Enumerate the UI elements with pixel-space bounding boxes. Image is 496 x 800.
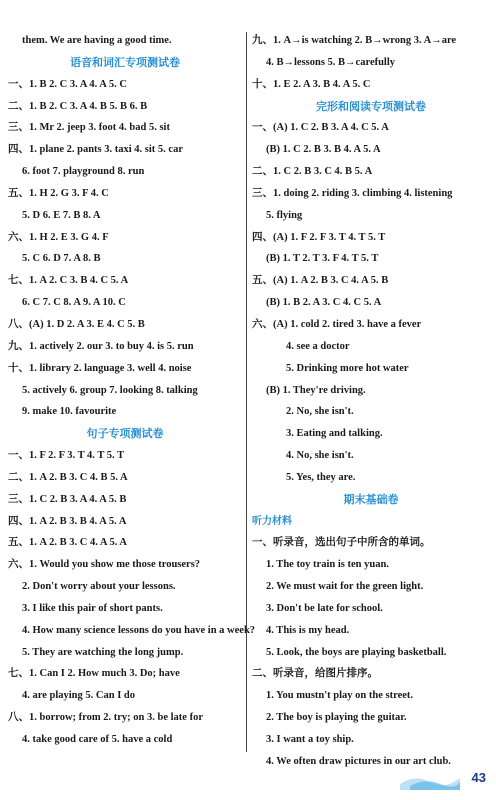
section-label: 听力材料 (252, 515, 292, 527)
right-column (252, 30, 490, 773)
answer-line: 三、1. Mr 2. jeep 3. foot 4. bad 5. sit (8, 122, 170, 134)
answer-line: 五、1. A 2. B 3. C 4. A 5. A (8, 537, 128, 549)
answer-line: 一、1. B 2. C 3. A 4. A 5. C (8, 78, 128, 90)
answer-line: 9. make 10. favourite (22, 406, 117, 418)
answer-line: them. We are having a good time. (22, 35, 172, 46)
answer-line: (B) 1. C 2. B 3. B 4. A 5. A (266, 144, 381, 156)
answer-line: 5. Drinking more hot water (286, 362, 409, 374)
answer-line: 5. C 6. D 7. A 8. B (22, 253, 101, 265)
answer-line: 2. We must wait for the green light. (266, 581, 424, 593)
answer-line: 二、1. A 2. B 3. C 4. B 5. A (8, 471, 128, 483)
section-heading: 完形和阅读专项测试卷 (316, 99, 426, 113)
answer-line: 6. C 7. C 8. A 9. A 10. C (22, 297, 126, 309)
answer-line: 5. flying (266, 209, 303, 221)
answer-line: 5. actively 6. group 7. looking 8. talking (22, 384, 198, 396)
answer-line: 一、1. F 2. F 3. T 4. T 5. T (8, 450, 125, 462)
answer-line: 六、(A) 1. cold 2. tired 3. have a fever (252, 318, 422, 330)
wave-decoration (400, 768, 460, 790)
answer-line: 6. foot 7. playground 8. run (22, 166, 145, 178)
answer-line: 七、1. Can I 2. How much 3. Do; have (8, 668, 180, 680)
answer-line: 十、1. E 2. A 3. B 4. A 5. C (252, 78, 371, 90)
answer-line: (B) 1. B 2. A 3. C 4. C 5. A (266, 297, 382, 309)
answer-line: 六、1. Would you show me those trousers? (8, 559, 201, 571)
answer-line: 三、1. C 2. B 3. A 4. A 5. B (8, 493, 127, 505)
answer-line: 九、1. actively 2. our 3. to buy 4. is 5. run (8, 340, 194, 352)
answer-line: 5. D 6. E 7. B 8. A (22, 209, 101, 221)
answer-line: 4. take good care of 5. have a cold (22, 734, 173, 745)
left-column (8, 30, 256, 751)
answer-line: 二、1. B 2. C 3. A 4. B 5. B 6. B (8, 100, 148, 112)
answer-line: 五、1. H 2. G 3. F 4. C (8, 187, 109, 199)
answer-line: 二、1. C 2. B 3. C 4. B 5. A (252, 166, 373, 178)
answer-line: 3. Eating and talking. (286, 428, 383, 440)
answer-line: 四、1. A 2. B 3. B 4. A 5. A (8, 515, 127, 527)
section-heading: 期末基础卷 (343, 492, 399, 506)
answer-line: 2. No, she isn't. (286, 406, 354, 418)
answer-line: 2. The boy is playing the guitar. (266, 712, 407, 724)
answer-line: 4. How many science lessons do you have in a week? (22, 624, 256, 636)
answer-line: 十、1. library 2. language 3. well 4. noise (8, 362, 192, 374)
answer-line: 二、听录音，给图片排序。 (252, 668, 378, 680)
answer-line: 4. are playing 5. Can I do (22, 690, 135, 702)
answer-line: 5. Look, the boys are playing basketball. (266, 646, 447, 658)
answer-line: (B) 1. They're driving. (266, 384, 366, 396)
answer-line: 4. B→lessons 5. B→carefully (266, 56, 396, 68)
column-divider (246, 32, 247, 752)
answer-line: (B) 1. T 2. T 3. F 4. T 5. T (266, 253, 379, 265)
answer-line: 3. I like this pair of short pants. (22, 602, 163, 614)
answer-line: 八、1. borrow; from 2. try; on 3. be late for (8, 712, 203, 724)
answer-line: 1. The toy train is ten yuan. (266, 559, 389, 571)
answer-line: 九、1. A→is watching 2. B→wrong 3. A→are (252, 35, 457, 46)
answer-line: 七、1. A 2. C 3. B 4. C 5. A (8, 275, 129, 287)
answer-line: 5. Yes, they are. (286, 471, 356, 483)
answer-line: 一、听录音，选出句子中所含的单词。 (252, 537, 431, 549)
answer-line: 4. No, she isn't. (286, 450, 354, 462)
answer-line: 一、(A) 1. C 2. B 3. A 4. C 5. A (252, 122, 389, 134)
answer-line: 六、1. H 2. E 3. G 4. F (8, 231, 109, 243)
page-number: 43 (471, 770, 486, 785)
answer-line: 4. We often draw pictures in our art club. (266, 755, 451, 767)
section-heading: 语音和词汇专项测试卷 (70, 55, 180, 69)
answer-line: 三、1. doing 2. riding 3. climbing 4. listening (252, 187, 453, 199)
answer-line: 4. This is my head. (266, 624, 350, 636)
answer-line: 四、1. plane 2. pants 3. taxi 4. sit 5. car (8, 144, 184, 156)
section-heading: 句子专项测试卷 (86, 427, 164, 441)
answer-line: 八、(A) 1. D 2. A 3. E 4. C 5. B (8, 318, 145, 330)
page-number-badge (456, 768, 490, 790)
answer-line: 四、(A) 1. F 2. F 3. T 4. T 5. T (252, 231, 386, 243)
answer-line: 2. Don't worry about your lessons. (22, 581, 176, 593)
answer-line: 3. Don't be late for school. (266, 602, 383, 614)
answer-line: 五、(A) 1. A 2. B 3. C 4. A 5. B (252, 275, 389, 287)
answer-line: 1. You mustn't play on the street. (266, 690, 414, 702)
answer-line: 5. They are watching the long jump. (22, 646, 184, 658)
answer-line: 4. see a doctor (286, 340, 350, 352)
answer-line: 3. I want a toy ship. (266, 734, 354, 745)
